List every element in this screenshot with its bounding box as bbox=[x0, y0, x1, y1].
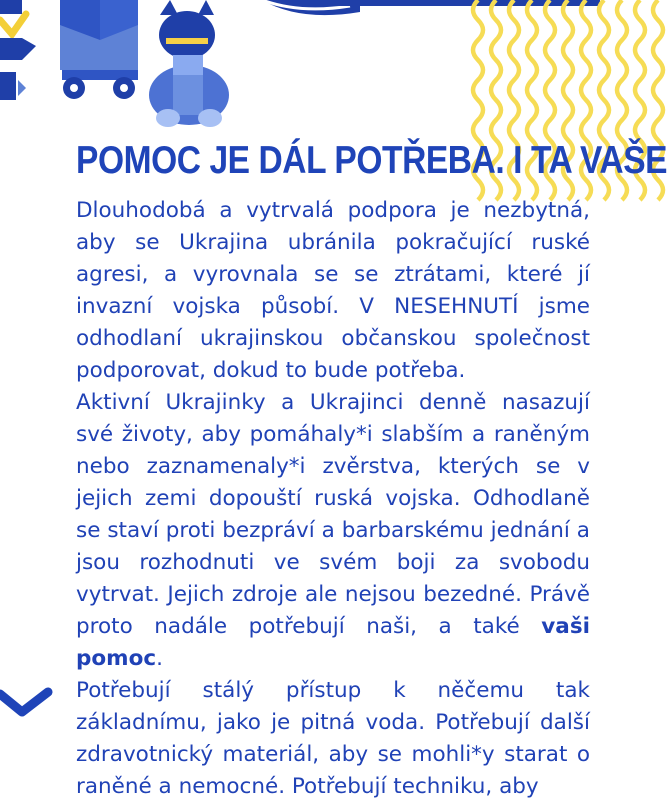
article-body bbox=[76, 195, 590, 803]
paragraph-2-end: . bbox=[156, 646, 163, 671]
paragraph-3: Potřebují stálý přístup k něčemu tak základnímu, jako je pitná voda. Potřebují další zdravotnický materiál, aby se mohli*y starat o raněné a nemocné. Potřebují techniku, aby bbox=[76, 678, 590, 799]
chevron-down-icon bbox=[0, 684, 56, 724]
paragraph-2 bbox=[76, 387, 590, 675]
paragraph-2-bold: vaši pomoc bbox=[76, 614, 590, 671]
paragraph-2-text: Aktivní Ukrajinky a Ukrajinci denně nasazují své životy, aby pomáhaly*i slabším a raněným nebo zaznamenaly*i zvěrstva, kterých se v jejich zemi dopouští ruská vojska. Odhodlaně se staví proti bezpráví a barbarskému jednání a jsou rozhodnuti ve svém boji za svobodu vytrvat. Jejich zdroje ale nejsou bezedné. Právě proto nadále potřebují naši, a také bbox=[76, 390, 590, 639]
paragraph-1: Dlouhodobá a vytrvalá podpora je nezbytná, aby se Ukrajina ubránila pokračující ruské agresi, a vyrovnala se se ztrátami, které jí invazní vojska působí. V NESEHNUTÍ jsme odhodlaní ukrajinskou občanskou společnost podporovat, dokud to bude potřeba. bbox=[76, 198, 590, 383]
page-title: POMOC JE DÁL POTŘEBA. I TA VAŠE bbox=[76, 139, 668, 182]
yellow-check-icon bbox=[0, 14, 26, 34]
cat-figure bbox=[149, 0, 229, 127]
